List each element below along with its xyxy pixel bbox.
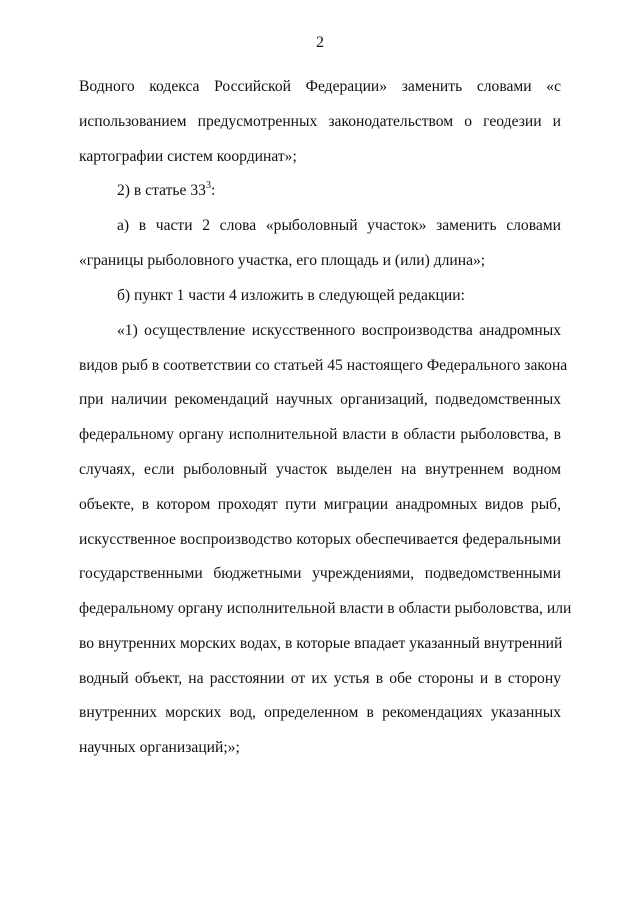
text-line: водный объект, на расстоянии от их устья в обе стороны и в сторону xyxy=(79,670,561,687)
text-line: федеральному органу исполнительной власти в области рыболовства, в xyxy=(79,426,561,443)
text-line: «1) осуществление искусственного воспроизводства анадромных xyxy=(117,322,561,339)
text-line: искусственное воспроизводство которых обеспечивается федеральными xyxy=(79,531,561,548)
page-number: 2 xyxy=(316,34,324,51)
text-line: б) пункт 1 части 4 изложить в следующей редакции: xyxy=(117,287,465,304)
item-superscript: 3 xyxy=(205,179,211,191)
item-suffix: : xyxy=(210,182,216,199)
text-line: видов рыб в соответствии со статьей 45 настоящего Федерального закона xyxy=(79,357,568,374)
text-line: научных организаций;»; xyxy=(79,739,240,756)
text-line: случаях, если рыболовный участок выделен на внутреннем водном xyxy=(79,461,561,478)
text-line: Водного кодекса Российской Федерации» заменить словами «с xyxy=(79,78,561,95)
text-line: внутренних морских вод, определенном в рекомендациях указанных xyxy=(79,704,561,721)
text-line: «границы рыболовного участка, его площадь и (или) длина»; xyxy=(79,252,486,269)
text-line: объекте, в котором проходят пути миграции анадромных видов рыб, xyxy=(79,496,561,513)
item-label: 2) в статье 33 xyxy=(117,182,206,199)
text-line: использованием предусмотренных законодательством о геодезии и xyxy=(79,113,561,130)
text-line: картографии систем координат»; xyxy=(79,148,297,165)
text-line: а) в части 2 слова «рыболовный участок» заменить словами xyxy=(117,217,561,234)
list-item-heading xyxy=(117,181,561,201)
text-line: государственными бюджетными учреждениями, подведомственными xyxy=(79,565,561,582)
text-line: при наличии рекомендаций научных организаций, подведомственных xyxy=(79,391,561,408)
text-line: во внутренних морских водах, в которые впадает указанный внутренний xyxy=(79,635,563,652)
text-line: федеральному органу исполнительной власти в области рыболовства, или xyxy=(79,600,572,617)
